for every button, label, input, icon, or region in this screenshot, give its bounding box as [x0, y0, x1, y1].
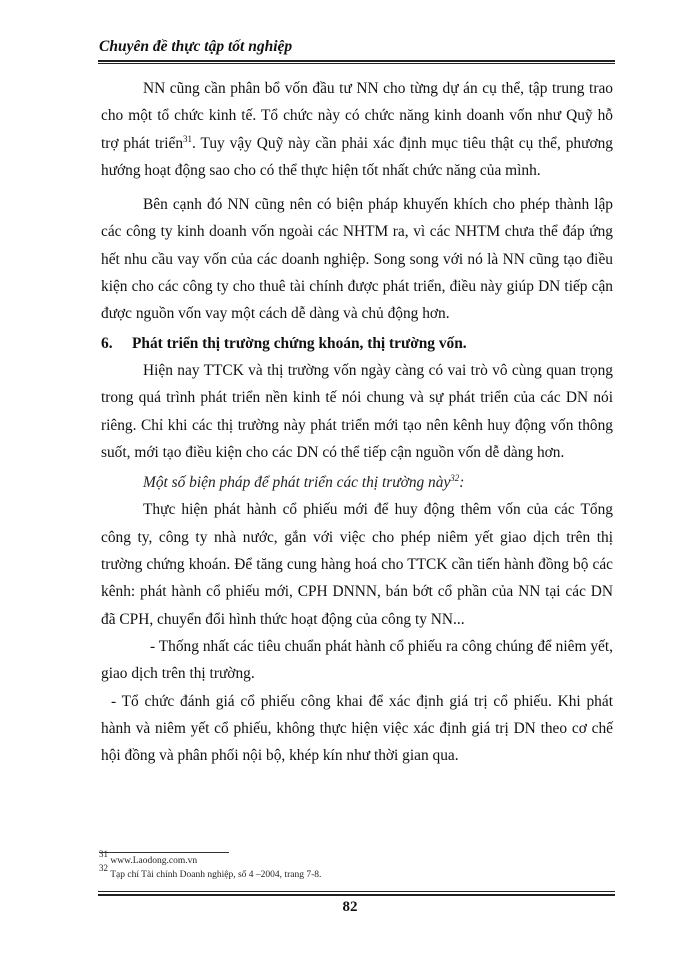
document-body [101, 75, 613, 769]
footnote-text: www.Laodong.com.vn [108, 856, 198, 866]
footnotes [99, 849, 322, 882]
measures-subheading-colon: : [459, 474, 465, 492]
paragraph-capital-allocation [101, 75, 613, 184]
measures-subheading-text: Một số biện pháp để phát triển các thị trường này [143, 474, 451, 492]
section-heading-6 [101, 330, 613, 357]
bullet-valuation: - Tổ chức đánh giá cổ phiếu công khai để xác định giá trị cổ phiếu. Khi phát hành và niêm yết cổ phiếu, không thực hiện việc xác định giá trị DN theo cơ chế hội đồng và phân phối nội bộ, khép kín như thời gian qua. [101, 692, 613, 765]
bullet-standards: - Thống nhất các tiêu chuẩn phát hành cổ phiếu ra công chúng để niêm yết, giao dịch trên thị trường. [101, 637, 613, 683]
footnote-ref-31: 31 [183, 133, 193, 144]
paragraph-market-role: Hiện nay TTCK và thị trường vốn ngày càng có vai trò vô cùng quan trọng trong quá trình phát triển nền kinh tế nói chung và sự phát triển của các DN nói riêng. Chỉ khi các thị trường này phát triển mới tạo nên kênh huy động vốn thông suốt, mới tạo điều kiện cho các DN có thể tiếp cận nguồn vốn dễ dàng hơn. [101, 361, 613, 461]
measures-subheading [101, 469, 613, 496]
section-number: 6. [101, 334, 113, 352]
footnote-31 [99, 849, 321, 868]
section-title: Phát triển thị trường chứng khoán, thị trường vốn. [132, 334, 467, 352]
header-divider-thin [98, 63, 615, 64]
footer-divider-thin [98, 891, 615, 892]
paragraph-investment-companies: Bên cạnh đó NN cũng nên có biện pháp khuyến khích cho phép thành lập các công ty kinh doanh vốn ngoài các NHTM ra, vì các NHTM chưa thể đáp ứng hết nhu cầu vay vốn của các doanh nghiệp. Song song với nó là NN cũng tạo điều kiện cho các công ty cho thuê tài chính được phát triển, điều này giúp DN tiếp cận được nguồn vốn vay một cách dễ dàng và chủ động hơn. [101, 196, 613, 323]
running-header-title: Chuyên đề thực tập tốt nghiệp [99, 38, 293, 55]
header-divider-thick [98, 60, 615, 62]
footnote-number: 32 [99, 863, 108, 873]
footnote-separator [99, 852, 229, 853]
page-number: 82 [342, 899, 358, 915]
paragraph-share-issuance: Thực hiện phát hành cổ phiếu mới để huy động thêm vốn của các Tổng công ty, công ty nhà nước, gắn với việc cho phép niêm yết giao dịch trên thị trường chứng khoán. Để tăng cung hàng hoá cho TTCK cần tiến hành đồng bộ các kênh: phát hành cổ phiếu mới, CPH DNNN, bán bớt cổ phần của NN tại các DN đã CPH, chuyển đổi hình thức hoạt động của công ty NN... [101, 501, 613, 628]
footnote-32 [99, 863, 322, 882]
footnote-number: 31 [99, 849, 108, 859]
footnote-ref-32: 32 [450, 473, 460, 484]
footer-divider-thick [98, 894, 615, 896]
paragraph-text: . Tuy vậy Quỹ này cần phải xác định mục tiêu thật cụ thể, phương hướng hoạt động sao cho có thể thực hiện tốt nhất chức năng của mình. [101, 134, 613, 179]
paragraph-text: NN cũng cần phân bổ vốn đầu tư NN cho từng dự án cụ thể, tập trung trao cho một tổ chức kinh tế. Tổ chức này có chức năng kinh doanh vốn như Quỹ hỗ trợ phát triển [101, 80, 613, 152]
footnote-text: Tạp chí Tài chính Doanh nghiệp, số 4 –2004, trang 7-8. [108, 870, 322, 880]
